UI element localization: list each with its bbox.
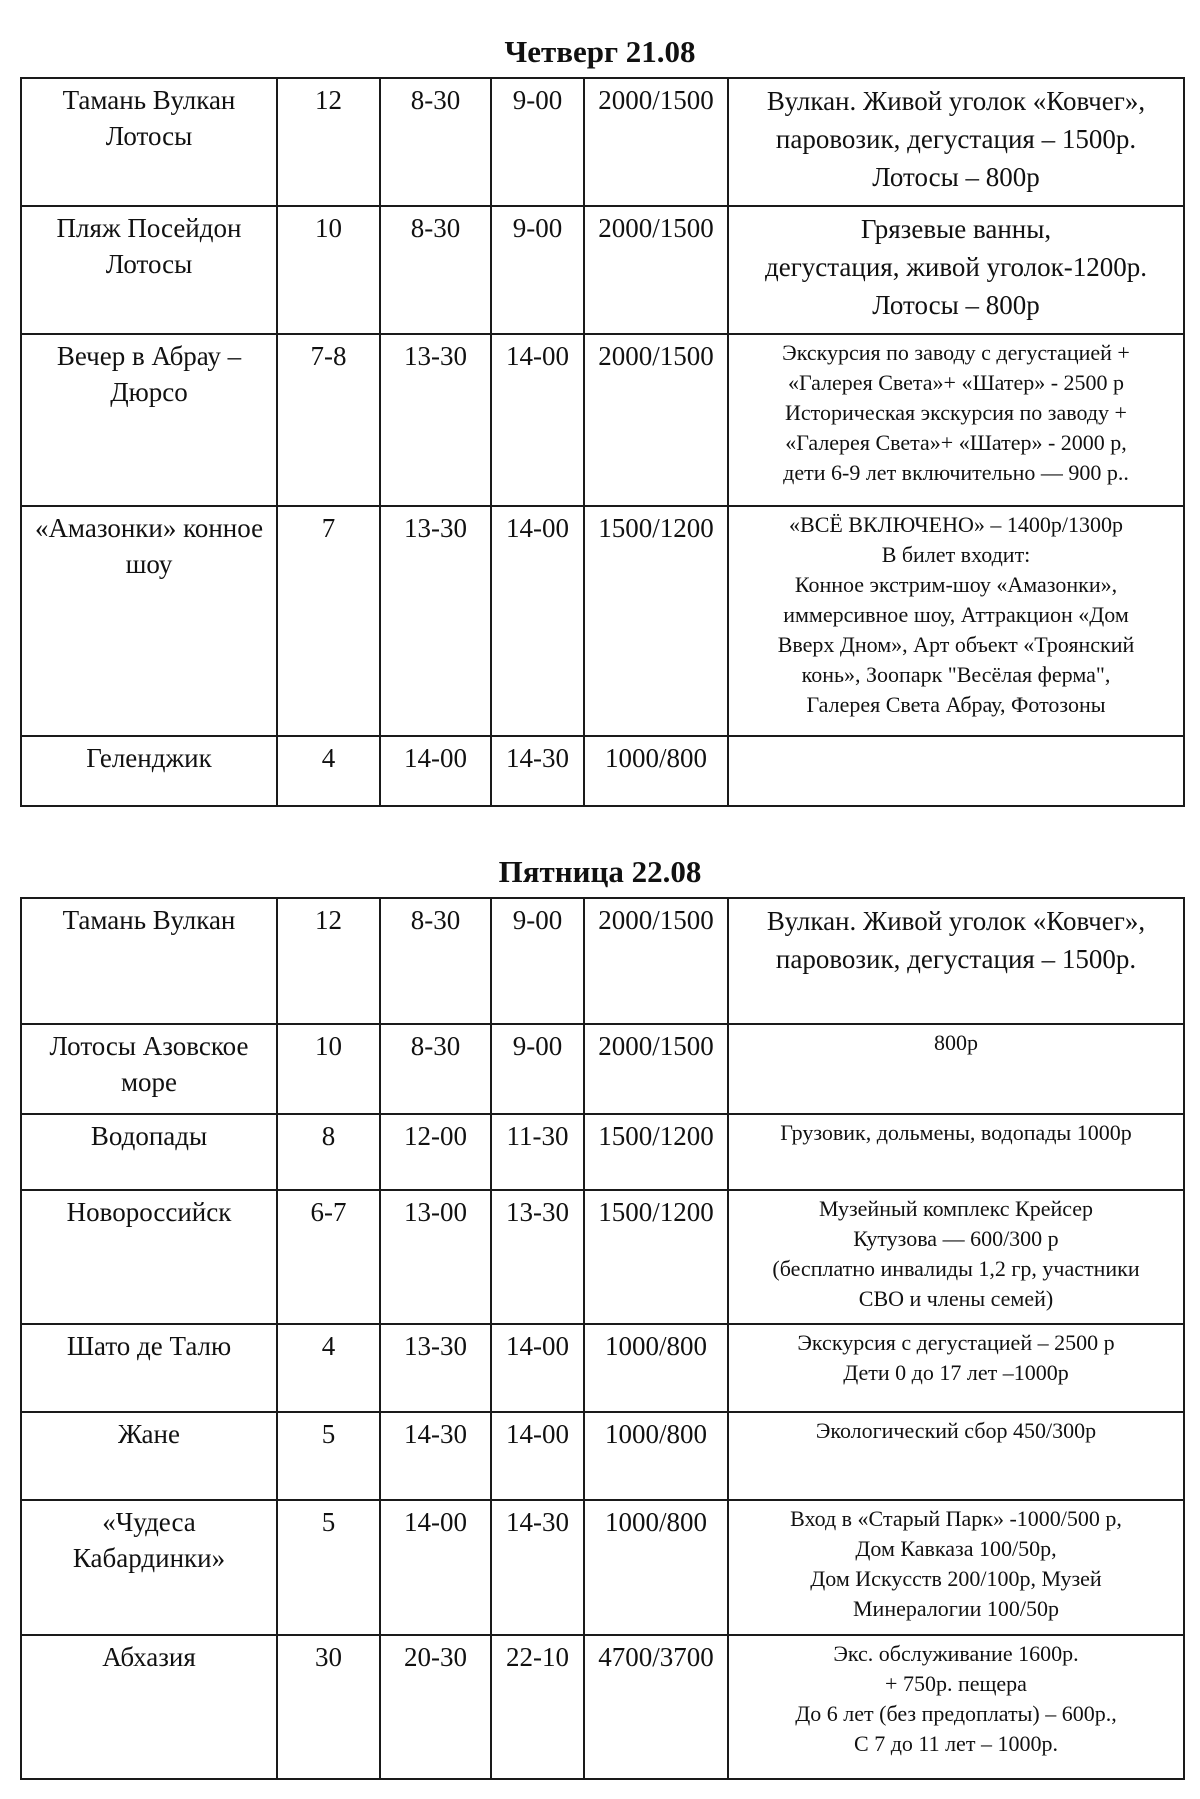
- departure-time-cell: 13-30: [380, 1324, 491, 1412]
- departure-time-cell: 14-00: [380, 736, 491, 806]
- description-cell: [728, 1024, 1184, 1114]
- arrival-time-cell: 14-30: [491, 1500, 584, 1635]
- price-cell: 1000/800: [584, 1412, 728, 1500]
- duration-cell: 8: [277, 1114, 380, 1190]
- price-cell: 1000/800: [584, 1500, 728, 1635]
- description-cell: [728, 1500, 1184, 1635]
- departure-time-cell: 14-00: [380, 1500, 491, 1635]
- table-row: [21, 1114, 1184, 1190]
- description-line: Вход в «Старый Парк» -1000/500 р,: [790, 1506, 1122, 1531]
- duration-cell: 10: [277, 206, 380, 334]
- description-cell: [728, 1114, 1184, 1190]
- schedule-body: [21, 898, 1184, 1779]
- table-row: [21, 1635, 1184, 1779]
- description-line: Дом Искусств 200/100р, Музей: [810, 1566, 1102, 1591]
- description-line: Кутузова — 600/300 р: [853, 1226, 1059, 1251]
- description-line: В билет входит:: [881, 542, 1031, 567]
- price-cell: 1500/1200: [584, 1190, 728, 1324]
- table-row: [21, 334, 1184, 506]
- description-line: + 750р. пещера: [885, 1671, 1027, 1696]
- excursion-name: Геленджик: [21, 736, 277, 806]
- arrival-time-cell: 14-30: [491, 736, 584, 806]
- description-line: Экс. обслуживание 1600р.: [833, 1641, 1079, 1666]
- duration-cell: 5: [277, 1412, 380, 1500]
- price-cell: 2000/1500: [584, 334, 728, 506]
- description-line: Вулкан. Живой уголок «Ковчег»,: [766, 906, 1146, 936]
- description-line: иммерсивное шоу, Аттракцион «Дом: [783, 602, 1129, 627]
- table-row: [21, 1412, 1184, 1500]
- duration-cell: 7-8: [277, 334, 380, 506]
- duration-cell: 30: [277, 1635, 380, 1779]
- excursion-name: Водопады: [21, 1114, 277, 1190]
- day-title-friday: Пятница 22.08: [498, 854, 702, 889]
- description-line: Экскурсия с дегустацией – 2500 р: [797, 1330, 1115, 1355]
- description-cell: [728, 1190, 1184, 1324]
- arrival-time-cell: 9-00: [491, 898, 584, 1024]
- duration-cell: 7: [277, 506, 380, 736]
- description-line: (бесплатно инвалиды 1,2 гр, участники: [772, 1256, 1140, 1281]
- arrival-time-cell: 14-00: [491, 1324, 584, 1412]
- table-row: [21, 1324, 1184, 1412]
- departure-time-cell: 20-30: [380, 1635, 491, 1779]
- description-line: СВО и члены семей): [858, 1286, 1054, 1311]
- arrival-time-cell: 9-00: [491, 78, 584, 206]
- arrival-time-cell: 14-00: [491, 334, 584, 506]
- duration-cell: 12: [277, 898, 380, 1024]
- excursion-name: Тамань Вулкан: [21, 898, 277, 1024]
- description-line: Конное экстрим-шоу «Амазонки»,: [794, 572, 1118, 597]
- description-line: Галерея Света Абрау, Фотозоны: [806, 692, 1106, 717]
- excursion-name: «Чудеса Кабардинки»: [21, 1500, 277, 1635]
- departure-time-cell: 14-30: [380, 1412, 491, 1500]
- description-cell: [728, 898, 1184, 1024]
- excursion-name: Пляж Посейдон Лотосы: [21, 206, 277, 334]
- description-line: дети 6-9 лет включительно — 900 р..: [783, 460, 1129, 485]
- table-row: [21, 1024, 1184, 1114]
- description-cell: [728, 506, 1184, 736]
- description-cell: [728, 1412, 1184, 1500]
- description-line: 800р: [934, 1030, 978, 1055]
- duration-cell: 4: [277, 736, 380, 806]
- description-line: Музейный комплекс Крейсер: [818, 1196, 1094, 1221]
- table-row: [21, 736, 1184, 806]
- departure-time-cell: 13-30: [380, 334, 491, 506]
- description-line: Дети 0 до 17 лет –1000р: [843, 1360, 1069, 1385]
- arrival-time-cell: 22-10: [491, 1635, 584, 1779]
- description-cell: [728, 78, 1184, 206]
- day-title-thursday: Четверг 21.08: [504, 34, 696, 69]
- description-line: дегустация, живой уголок-1200р.: [765, 252, 1147, 282]
- arrival-time-cell: 9-00: [491, 1024, 584, 1114]
- excursion-name: Новороссийск: [21, 1190, 277, 1324]
- description-line: До 6 лет (без предоплаты) – 600р.,: [795, 1701, 1117, 1726]
- price-cell: 2000/1500: [584, 206, 728, 334]
- description-line: «ВСЁ ВКЛЮЧЕНО» – 1400р/1300р: [789, 512, 1123, 537]
- arrival-time-cell: 14-00: [491, 1412, 584, 1500]
- price-cell: 2000/1500: [584, 78, 728, 206]
- table-row: [21, 898, 1184, 1024]
- description-cell: [728, 1324, 1184, 1412]
- table-row: [21, 506, 1184, 736]
- description-line: Экологический сбор 450/300р: [815, 1418, 1097, 1443]
- excursion-name: Вечер в Абрау – Дюрсо: [21, 334, 277, 506]
- description-line: паровозик, дегустация – 1500р.: [775, 944, 1137, 974]
- departure-time-cell: 13-30: [380, 506, 491, 736]
- price-cell: 1500/1200: [584, 1114, 728, 1190]
- table-row: [21, 1500, 1184, 1635]
- description-line: Историческая экскурсия по заводу +: [785, 400, 1127, 425]
- departure-time-cell: 8-30: [380, 898, 491, 1024]
- departure-time-cell: 8-30: [380, 206, 491, 334]
- description-line: Экскурсия по заводу с дегустацией +: [782, 340, 1130, 365]
- description-cell: [728, 1635, 1184, 1779]
- price-cell: 1000/800: [584, 1324, 728, 1412]
- description-line: С 7 до 11 лет – 1000р.: [854, 1731, 1058, 1756]
- departure-time-cell: 12-00: [380, 1114, 491, 1190]
- duration-cell: 5: [277, 1500, 380, 1635]
- excursion-name: Абхазия: [21, 1635, 277, 1779]
- description-line: Минералогии 100/50р: [853, 1596, 1059, 1621]
- description-line: Грязевые ванны,: [860, 214, 1052, 244]
- description-line: Лотосы – 800р: [872, 162, 1040, 192]
- price-cell: 2000/1500: [584, 1024, 728, 1114]
- table-row: [21, 1190, 1184, 1324]
- departure-time-cell: 8-30: [380, 1024, 491, 1114]
- description-line: Грузовик, дольмены, водопады 1000р: [780, 1120, 1132, 1145]
- duration-cell: 10: [277, 1024, 380, 1114]
- description-line: паровозик, дегустация – 1500р.: [775, 124, 1137, 154]
- description-line: Лотосы – 800р: [872, 290, 1040, 320]
- description-line: Вулкан. Живой уголок «Ковчег»,: [766, 86, 1146, 116]
- arrival-time-cell: 14-00: [491, 506, 584, 736]
- description-cell: [728, 334, 1184, 506]
- description-line: «Галерея Света»+ «Шатер» - 2500 р: [787, 370, 1125, 395]
- price-cell: 2000/1500: [584, 898, 728, 1024]
- table-row: [21, 206, 1184, 334]
- description-cell: [728, 736, 1184, 806]
- table-row: [21, 78, 1184, 206]
- departure-time-cell: 8-30: [380, 78, 491, 206]
- excursion-name: Шато де Талю: [21, 1324, 277, 1412]
- price-cell: 1500/1200: [584, 506, 728, 736]
- arrival-time-cell: 13-30: [491, 1190, 584, 1324]
- departure-time-cell: 13-00: [380, 1190, 491, 1324]
- schedule-table-friday: [20, 897, 1185, 1780]
- description-line: Вверх Дном», Арт объект «Троянский: [777, 632, 1135, 657]
- excursion-name: Лотосы Азовское море: [21, 1024, 277, 1114]
- price-cell: 1000/800: [584, 736, 728, 806]
- excursion-name: «Амазонки» конное шоу: [21, 506, 277, 736]
- schedule-table-thursday: [20, 77, 1185, 807]
- duration-cell: 4: [277, 1324, 380, 1412]
- description-cell: [728, 206, 1184, 334]
- description-line: «Галерея Света»+ «Шатер» - 2000 р,: [785, 430, 1127, 455]
- description-line: конь», Зоопарк "Весёлая ферма",: [801, 662, 1111, 687]
- excursion-name: Жане: [21, 1412, 277, 1500]
- arrival-time-cell: 11-30: [491, 1114, 584, 1190]
- price-cell: 4700/3700: [584, 1635, 728, 1779]
- duration-cell: 6-7: [277, 1190, 380, 1324]
- description-line: Дом Кавказа 100/50р,: [855, 1536, 1057, 1561]
- schedule-body: [21, 78, 1184, 806]
- excursion-name: Тамань Вулкан Лотосы: [21, 78, 277, 206]
- arrival-time-cell: 9-00: [491, 206, 584, 334]
- duration-cell: 12: [277, 78, 380, 206]
